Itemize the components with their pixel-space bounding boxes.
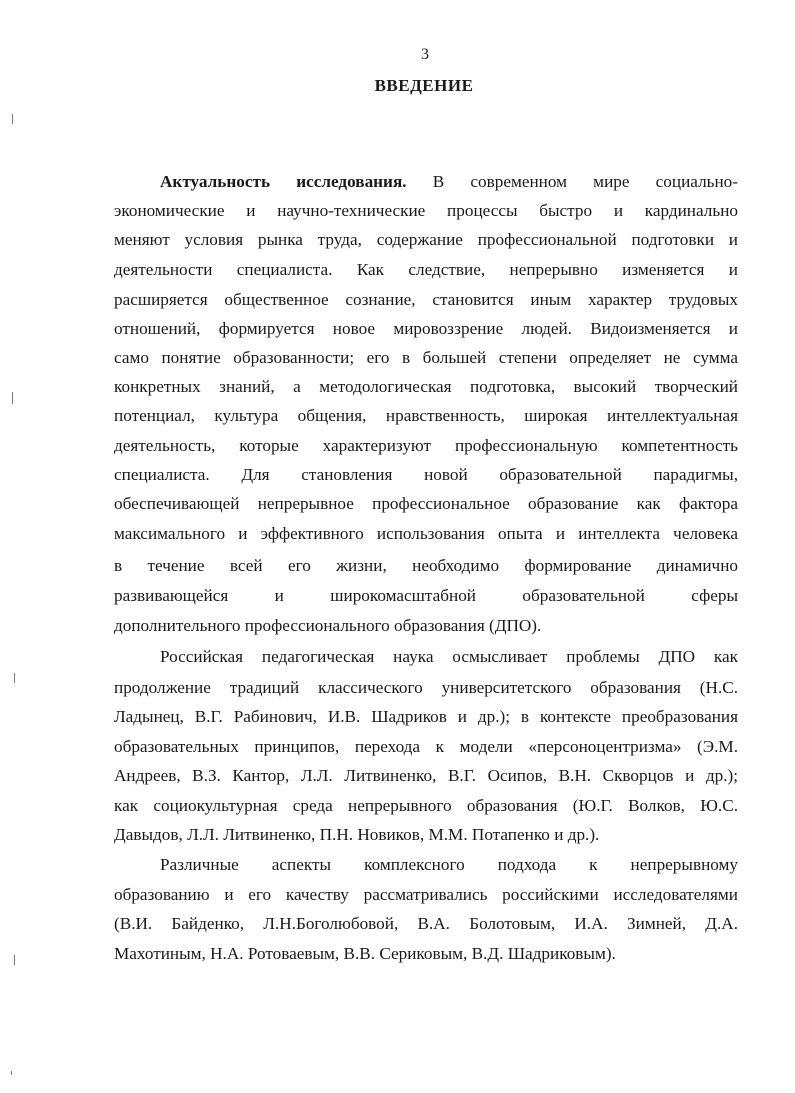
paragraph-2-line: образовательных принципов, перехода к модели «персоноцентризма» (Э.М. [114, 737, 738, 756]
scan-artifact-mark [12, 114, 13, 124]
paragraph-1-line: максимального и эффективного использования опыта и интеллекта человека [114, 524, 738, 543]
paragraph-1-line: само понятие образованности; его в большей степени определяет не сумма [114, 348, 738, 367]
paragraph-1-lead: Актуальность исследования. [160, 172, 407, 191]
paragraph-1-line: отношений, формируется новое мировоззрение людей. Видоизменяется и [114, 319, 738, 338]
paragraph-1-line: меняют условия рынка труда, содержание профессиональной подготовки и [114, 230, 738, 249]
paragraph-3-line: (В.И. Байденко, Л.Н.Боголюбовой, В.А. Болотовым, И.А. Зимней, Д.А. [114, 914, 738, 933]
paragraph-1-line: специалиста. Для становления новой образовательной парадигмы, [114, 465, 738, 484]
paragraph-1-line: развивающейся и широкомасштабной образовательной сферы [114, 586, 738, 605]
paragraph-2-line: Андреев, В.З. Кантор, Л.Л. Литвиненко, В.Г. Осипов, В.Н. Скворцов и др.); [114, 766, 738, 785]
section-title: ВВЕДЕНИЕ [374, 76, 474, 95]
scan-artifact-mark [11, 1071, 12, 1075]
paragraph-3-line-last: Махотиным, Н.А. Ротоваевым, В.В. Сериковым, В.Д. Шадриковым). [114, 944, 616, 963]
paragraph-2-line-1: Российская педагогическая наука осмысливает проблемы ДПО как [160, 647, 738, 666]
paragraph-1-line: экономические и научно-технические процессы быстро и кардинально [114, 201, 738, 220]
paragraph-1-first-line-rest: В современном мире социально- [432, 172, 738, 191]
paragraph-2-line-last: Давыдов, Л.Л. Литвиненко, П.Н. Новиков, М.М. Потапенко и др.). [114, 825, 600, 844]
paragraph-2-line: Ладынец, В.Г. Рабинович, И.В. Шадриков и др.); в контексте преобразования [114, 707, 738, 726]
page-number: 3 [421, 46, 429, 63]
paragraph-3-line-1: Различные аспекты комплексного подхода к непрерывному [160, 855, 738, 874]
scan-artifact-mark [14, 955, 15, 965]
paragraph-2-line: как социокультурная среда непрерывного образования (Ю.Г. Волков, Ю.С. [114, 796, 738, 815]
paragraph-1-line: деятельность, которые характеризуют профессиональную компетентность [114, 436, 738, 455]
paragraph-1-line: конкретных знаний, а методологическая подготовка, высокий творческий [114, 377, 738, 396]
paragraph-1-line: расширяется общественное сознание, становится иным характер трудовых [114, 290, 738, 309]
paragraph-1-line-last: дополнительного профессионального образования (ДПО). [114, 616, 542, 635]
paragraph-1-line: потенциал, культура общения, нравственность, широкая интеллектуальная [114, 406, 738, 425]
paragraph-3-line: образованию и его качеству рассматривались российскими исследователями [114, 885, 738, 904]
paragraph-1-line: деятельности специалиста. Как следствие, непрерывно изменяется и [114, 260, 738, 279]
paragraph-2-line: продолжение традиций классического университетского образования (Н.С. [114, 678, 738, 697]
scan-artifact-mark [12, 392, 13, 404]
scan-artifact-mark [14, 673, 15, 683]
paragraph-1-line: обеспечивающей непрерывное профессиональное образование как фактора [114, 494, 738, 513]
paragraph-1-line-1 [160, 172, 738, 192]
paragraph-1-line: в течение всей его жизни, необходимо формирование динамично [114, 556, 738, 575]
